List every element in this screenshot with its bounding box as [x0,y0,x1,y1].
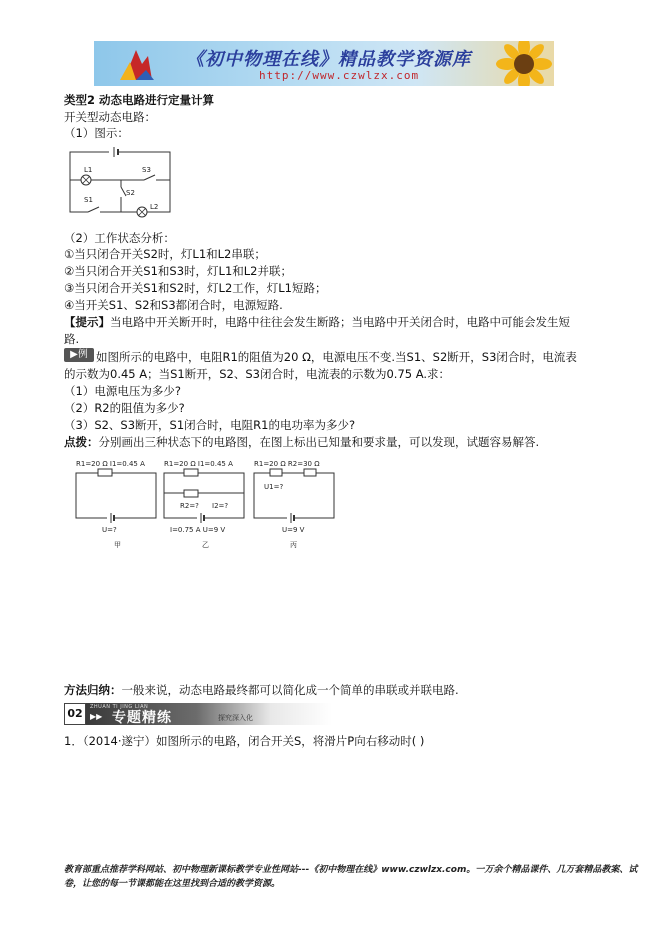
diagram-yi-caption: 乙 [202,541,209,549]
method-text: 一般来说，动态电路最终都可以简化成一个简单的串联或并联电路. [121,683,459,697]
banner-url[interactable]: http://www.czwlzx.com [259,69,420,82]
tip-text: 当电路中开关断开时，电路中往往会发生断路；当电路中开关闭合时，电路中可能会发生短 [110,315,570,329]
diagram-jia-bottom: U=? [102,526,117,534]
hint-label: 点拨： [64,435,99,449]
example-line-1: 如图所示的电路中，电阻R1的阻值为20 Ω，电源电压不变.当S1、S2断开，S3闭合时，电流表 [96,350,577,364]
diagram-jia-caption: 甲 [114,541,121,549]
state-3: ③当只闭合开关S1和S2时，灯L2工作，灯L1短路； [64,281,327,295]
tip-line-2: 路. [64,332,80,346]
example-badge-label: 例 [77,349,88,360]
hint-text: 分别画出三种状态下的电路图，在图上标出已知量和要求量，可以发现，试题容易解答. [98,435,540,449]
diagram-yi-i2: I2=? [212,502,229,510]
switch-s2-label: S2 [126,189,135,197]
subheading: 开关型动态电路： [64,110,156,124]
switch-s1-label: S1 [84,196,93,204]
diagram-bing-caption: 丙 [290,541,297,549]
diagram-bing [254,460,334,549]
section-number: 02 [64,703,86,725]
header-banner [94,41,554,86]
switch-circuit-diagram [66,145,176,220]
section-heading: 类型2 动态电路进行定量计算 [64,93,215,107]
switch-s3-label: S3 [142,166,151,174]
diagram-bing-top: R1=20 Ω R2=30 Ω [254,460,320,468]
diagram-yi-top: R1=20 Ω I1=0.45 A [164,460,233,468]
diagram-bing-u1: U1=? [264,483,284,491]
banner-title: 《初中物理在线》精品教学资源库 [186,49,471,70]
page-footer: 教育部重点推荐学科网站、初中物理新课标教学专业性网站---《初中物理在线》www.czwlzx.com。一万余个精品课件、几万套精品教案、试卷，让您的每一节课都能在这里找到合适的教学资源。 [64,865,638,889]
example-question-2: （2）R2的阻值为多少? [64,401,185,415]
example-question-3: （3）S2、S3断开，S1闭合时，电阻R1的电功率为多少? [64,418,356,432]
method-line [64,682,459,698]
lamp-l2-label: L2 [150,203,159,211]
state-2: ②当只闭合开关S1和S3时，灯L1和L2并联； [64,264,292,278]
diagram-bing-bottom: U=9 V [282,526,305,534]
logo-icon [116,44,156,84]
section-note: 探究深入化 [218,714,253,722]
diagram-yi-bottom: I=0.75 A U=9 V [170,526,226,534]
tip-line-1 [64,314,570,330]
item-analysis: （2）工作状态分析： [64,231,175,245]
three-state-diagrams [72,456,342,551]
tip-label: 【提示】 [64,315,110,329]
section-pinyin: ZHUAN TI JING LIAN [90,704,149,710]
diagram-yi-r2: R2=? [180,502,199,510]
lamp-l1-label: L1 [84,166,93,174]
hint-line [64,434,539,450]
item-figure: （1）图示： [64,126,129,140]
state-1: ①当只闭合开关S2时，灯L1和L2串联； [64,247,266,261]
example-badge: ▶例 [64,348,94,362]
diagram-yi [164,460,244,549]
diagram-jia [76,460,156,549]
sunflower-icon [489,41,554,86]
question-1: 1．（2014·遂宁）如图所示的电路，闭合开关S，将滑片P向右移动时( ) [64,734,425,748]
diagram-jia-top: R1=20 Ω I1=0.45 A [76,460,145,468]
section-header-bar [64,703,332,725]
example-line-2: 的示数为0.45 A；当S1断开，S2、S3闭合时，电流表的示数为0.75 A.求： [64,367,451,381]
method-label: 方法归纳： [64,683,122,697]
section-title: 专题精练 [112,710,172,726]
example-question-1: （1）电源电压为多少? [64,384,181,398]
section-arrow-icon: ▶▶ [90,712,103,721]
state-4: ④当开关S1、S2和S3都闭合时，电源短路. [64,298,283,312]
